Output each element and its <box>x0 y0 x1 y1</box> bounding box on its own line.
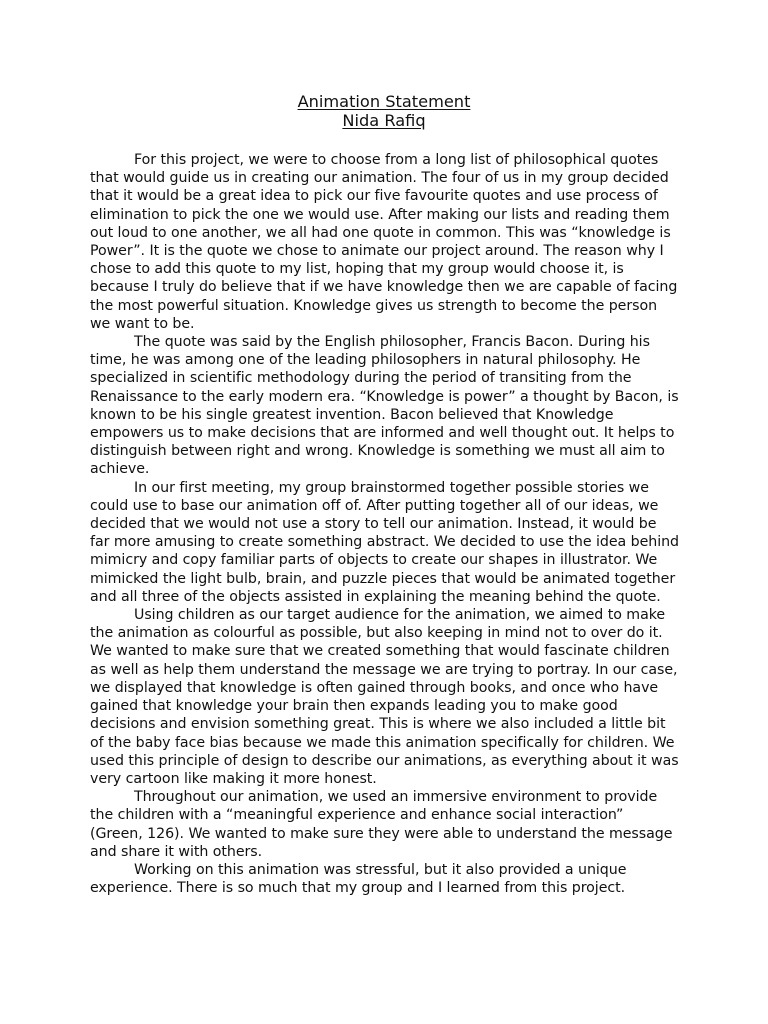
paragraph-1: For this project, we were to choose from a long list of philosophical quotes that would guide us in creating our animation. The four of us in my group decided that it would be a great idea to pick our five favourite quotes and use process of elimination to pick the one we would use. After making our lists and reading them out loud to one another, we all had one quote in common. This was “knowledge is Power”. It is the quote we chose to animate our project around. The reason why I chose to add this quote to my list, hoping that my group would choose it, is because I truly do believe that if we have knowledge then we are capable of facing the most powerful situation. Knowledge gives us strength to become the person we want to be. <box>90 152 678 332</box>
paragraph-4: Using children as our target audience for the animation, we aimed to make the animation as colourful as possible, but also keeping in mind not to over do it. We wanted to make sure that we created something that would fascinate children as well as help them understand the message we are trying to portray. In our case, we displayed that knowledge is often gained through books, and once who have gained that knowledge your brain then expands leading you to make good decisions and envision something great. This is where we also included a little bit of the baby face bias because we made this animation specifically for children. We used this principle of design to describe our animations, as everything about it was very cartoon like making it more honest. <box>90 607 679 787</box>
paragraph-3: In our first meeting, my group brainstormed together possible stories we could use to base our animation off of. After putting together all of our ideas, we decided that we would not use a story to tell our animation. Instead, it would be far more amusing to create something abstract. We decided to use the idea behind mimicry and copy familiar parts of objects to create our shapes in illustrator. We mimicked the light bulb, brain, and puzzle pieces that would be animated together and all three of the objects assisted in explaining the meaning behind the quote. <box>90 479 679 605</box>
paragraph-2: The quote was said by the English philosopher, Francis Bacon. During his time, he was among one of the leading philosophers in natural philosophy. He specialized in scientific methodology during the period of transiting from the Renaissance to the early modern era. “Knowledge is power” a thought by Bacon, is known to be his single greatest invention. Bacon believed that Knowledge empowers us to make decisions that are informed and well thought out. It helps to distinguish between right and wrong. Knowledge is something we must all aim to achieve. <box>90 334 679 478</box>
paragraph-5: Throughout our animation, we used an immersive environment to provide the children with a “meaningful experience and enhance social interaction” (Green, 126). We wanted to make sure they were able to understand the message and share it with others. <box>90 789 673 860</box>
paragraph-6: Working on this animation was stressful, but it also provided a unique experience. There is so much that my group and I learned from this project. <box>90 861 627 897</box>
document-title: Animation Statement <box>297 92 471 111</box>
document-header <box>0 92 768 130</box>
document-body <box>90 151 680 897</box>
document-author: Nida Rafiq <box>342 111 426 130</box>
